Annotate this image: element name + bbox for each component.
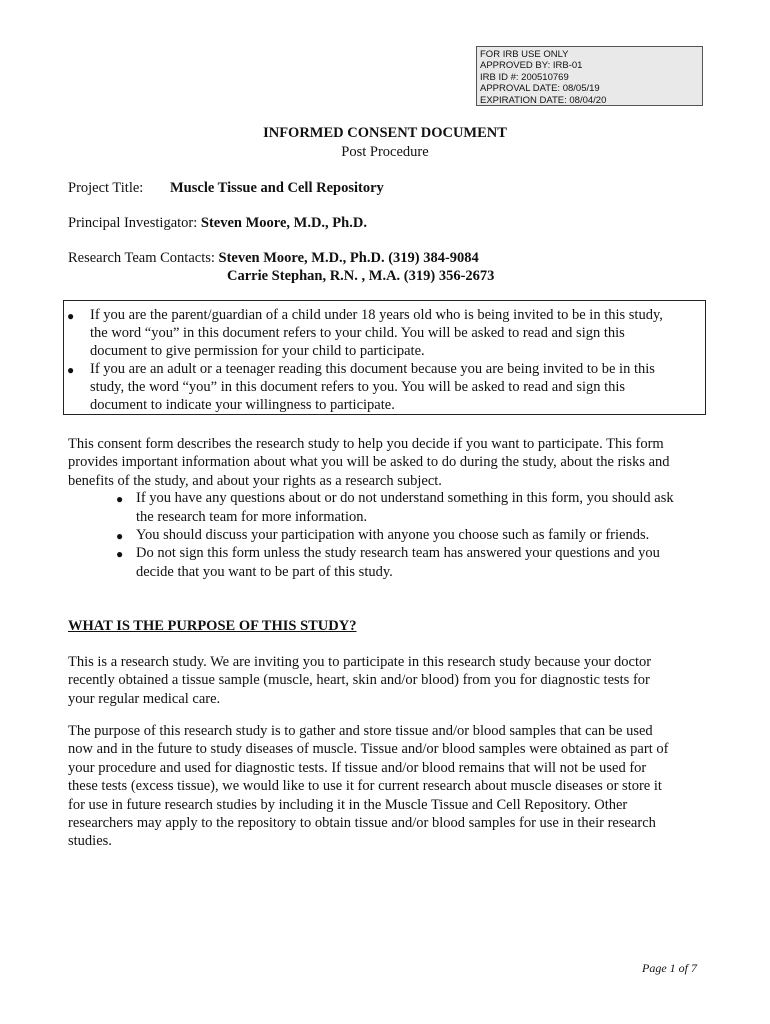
irb-approval-box [476, 46, 703, 106]
purpose-line: for use in future research studies by including it in the Muscle Tissue and Cell Repository. Other [68, 796, 628, 813]
intro-bullet-line: decide that you want to be part of this study. [136, 564, 393, 580]
contacts-label: Research Team Contacts: [68, 250, 215, 266]
pi-label: Principal Investigator: [68, 215, 198, 231]
purpose-line: your regular medical care. [68, 690, 221, 707]
page-number: Page 1 of 7 [642, 961, 697, 975]
bullet-dot: ● [67, 363, 75, 377]
document-subtitle: Post Procedure [341, 144, 429, 160]
bullet-dot: ● [116, 529, 124, 543]
notice-box [63, 300, 706, 415]
purpose-line: This is a research study. We are inviting you to participate in this research study because your doctor [68, 654, 652, 670]
bullet-dot: ● [67, 309, 75, 323]
irb-line: FOR IRB USE ONLY [480, 49, 569, 60]
irb-line: EXPIRATION DATE: 08/04/20 [480, 94, 607, 106]
document-title: INFORMED CONSENT DOCUMENT [263, 125, 507, 141]
irb-line: APPROVED BY: IRB-01 [480, 60, 583, 72]
project-title-value: Muscle Tissue and Cell Repository [170, 180, 384, 196]
project-title-label: Project Title: [68, 180, 144, 196]
intro-bullet-line: Do not sign this form unless the study research team has answered your questions and you [136, 545, 660, 561]
intro-bullet-line: If you have any questions about or do not understand something in this form, you should ask [136, 490, 674, 506]
intro-line: provides important information about what you will be asked to do during the study, about the risks and [68, 454, 670, 471]
pi-value: Steven Moore, M.D., Ph.D. [200, 215, 367, 231]
section-heading-purpose: WHAT IS THE PURPOSE OF THIS STUDY? [68, 618, 357, 634]
notice-bullet-2-line: document to indicate your willingness to participate. [90, 397, 395, 413]
purpose-line: recently obtained a tissue sample (muscle, heart, skin and/or blood) from you for diagnostic tests for [68, 672, 650, 689]
intro-bullet-line: the research team for more information. [136, 509, 368, 525]
purpose-line: your procedure and used for diagnostic tests. If tissue and/or blood remains that will not be used for [68, 759, 647, 776]
irb-line: APPROVAL DATE: 08/05/19 [480, 83, 600, 95]
irb-line: IRB ID #: 200510769 [480, 71, 569, 83]
intro-paragraph [68, 435, 708, 490]
purpose-line: these tests (excess tissue), we would like to use it for current research about muscle diseases or store it [68, 778, 662, 795]
bullet-dot: ● [116, 492, 124, 506]
notice-bullet-1-line: the word “you” in this document refers to your child. You will be asked to read and sign this [90, 325, 625, 341]
pi-line [68, 215, 367, 232]
notice-bullet-2-line: If you are an adult or a teenager reading this document because you are being invited to be in this [90, 361, 655, 377]
notice-bullet-1-line: If you are the parent/guardian of a child under 18 years old who is being invited to be in this study, [90, 307, 663, 323]
intro-line: This consent form describes the research study to help you decide if you want to participate. This form [68, 436, 664, 452]
notice-bullet-1-line: document to give permission for your child to participate. [90, 343, 425, 359]
contacts-line [68, 250, 479, 267]
purpose-paragraph-2 [68, 722, 708, 851]
intro-line: benefits of the study, and about your rights as a research subject. [68, 472, 442, 489]
bullet-dot: ● [116, 547, 124, 561]
intro-bullet-line: You should discuss your participation with anyone you choose such as family or friends. [136, 527, 650, 543]
purpose-line: studies. [68, 833, 112, 850]
purpose-paragraph-1 [68, 653, 708, 708]
purpose-line: The purpose of this research study is to gather and store tissue and/or blood samples that can be used [68, 723, 653, 739]
notice-bullet-2-line: study, the word “you” in this document refers to you. You will be asked to read and sign this [90, 379, 626, 395]
contact-2: Carrie Stephan, R.N. , M.A. (319) 356-2673 [227, 268, 495, 284]
purpose-line: researchers may apply to the repository to obtain tissue and/or blood samples for use in their research [68, 815, 656, 832]
contact-1: Steven Moore, M.D., Ph.D. (319) 384-9084 [218, 250, 479, 266]
purpose-line: now and in the future to study diseases of muscle. Tissue and/or blood samples were obtained as part of [68, 741, 669, 758]
